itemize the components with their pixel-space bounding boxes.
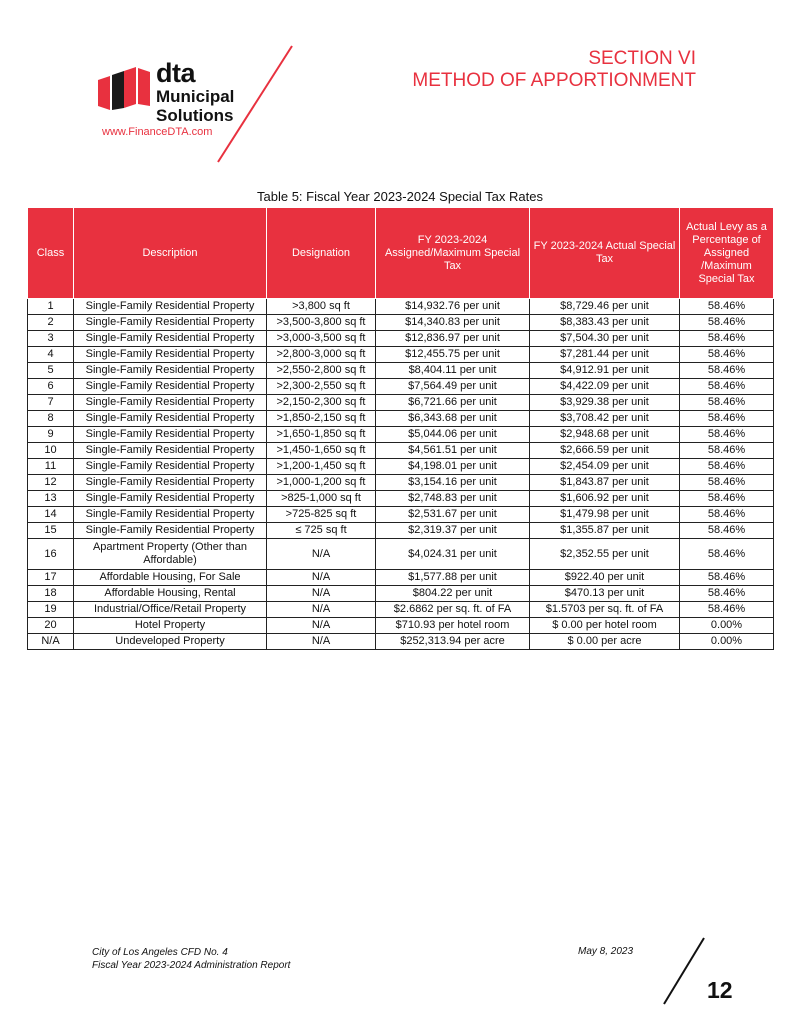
cell-description: Single-Family Residential Property xyxy=(74,315,267,331)
cell-class: 13 xyxy=(28,491,74,507)
table-row xyxy=(28,331,774,347)
cell-designation: >825-1,000 sq ft xyxy=(267,491,376,507)
cell-class: 2 xyxy=(28,315,74,331)
cell-levy-percentage: 58.46% xyxy=(680,491,774,507)
cell-actual-tax: $2,948.68 per unit xyxy=(530,427,680,443)
cell-assigned-max-tax: $4,198.01 per unit xyxy=(376,459,530,475)
cell-levy-percentage: 58.46% xyxy=(680,523,774,539)
table-title: Table 5: Fiscal Year 2023-2024 Special Tax Rates xyxy=(257,189,543,204)
table-row xyxy=(28,586,774,602)
table-row xyxy=(28,363,774,379)
cell-actual-tax: $7,281.44 per unit xyxy=(530,347,680,363)
column-header-assigned-max-tax: FY 2023-2024 Assigned/Maximum Special Tax xyxy=(376,208,530,299)
cell-actual-tax: $1.5703 per sq. ft. of FA xyxy=(530,602,680,618)
cell-actual-tax: $2,454.09 per unit xyxy=(530,459,680,475)
cell-description: Industrial/Office/Retail Property xyxy=(74,602,267,618)
cell-designation: N/A xyxy=(267,586,376,602)
cell-levy-percentage: 58.46% xyxy=(680,475,774,491)
table-row xyxy=(28,618,774,634)
table-row xyxy=(28,491,774,507)
table-row xyxy=(28,443,774,459)
table-row xyxy=(28,602,774,618)
cell-description: Single-Family Residential Property xyxy=(74,507,267,523)
decorative-slash-top xyxy=(210,40,310,170)
cell-levy-percentage: 58.46% xyxy=(680,347,774,363)
cell-levy-percentage: 0.00% xyxy=(680,618,774,634)
cell-description: Single-Family Residential Property xyxy=(74,331,267,347)
cell-designation: >2,550-2,800 sq ft xyxy=(267,363,376,379)
cell-actual-tax: $3,929.38 per unit xyxy=(530,395,680,411)
cell-designation: >2,800-3,000 sq ft xyxy=(267,347,376,363)
logo-line-1: Municipal xyxy=(156,87,235,106)
cell-description: Hotel Property xyxy=(74,618,267,634)
cell-actual-tax: $2,666.59 per unit xyxy=(530,443,680,459)
cell-description: Apartment Property (Other than Affordable) xyxy=(74,539,267,570)
cell-actual-tax: $1,355.87 per unit xyxy=(530,523,680,539)
cell-designation: N/A xyxy=(267,539,376,570)
cell-designation: >1,850-2,150 sq ft xyxy=(267,411,376,427)
cell-actual-tax: $ 0.00 per hotel room xyxy=(530,618,680,634)
cell-levy-percentage: 58.46% xyxy=(680,427,774,443)
table-row xyxy=(28,411,774,427)
cell-class: 12 xyxy=(28,475,74,491)
cell-designation: >3,500-3,800 sq ft xyxy=(267,315,376,331)
cell-assigned-max-tax: $6,721.66 per unit xyxy=(376,395,530,411)
column-header-levy-percentage: Actual Levy as a Percentage of Assigned /Maximum Special Tax xyxy=(680,208,774,299)
cell-description: Single-Family Residential Property xyxy=(74,475,267,491)
cell-designation: >1,000-1,200 sq ft xyxy=(267,475,376,491)
cell-class: 5 xyxy=(28,363,74,379)
cell-levy-percentage: 58.46% xyxy=(680,586,774,602)
table-row xyxy=(28,347,774,363)
table-row xyxy=(28,427,774,443)
cell-assigned-max-tax: $710.93 per hotel room xyxy=(376,618,530,634)
cell-levy-percentage: 58.46% xyxy=(680,299,774,315)
special-tax-rates-table xyxy=(27,207,773,650)
cell-designation: >2,150-2,300 sq ft xyxy=(267,395,376,411)
cell-designation: >725-825 sq ft xyxy=(267,507,376,523)
cell-assigned-max-tax: $2,531.67 per unit xyxy=(376,507,530,523)
cell-assigned-max-tax: $6,343.68 per unit xyxy=(376,411,530,427)
cell-levy-percentage: 58.46% xyxy=(680,411,774,427)
section-title: METHOD OF APPORTIONMENT xyxy=(412,70,696,91)
cell-assigned-max-tax: $8,404.11 per unit xyxy=(376,363,530,379)
footer-date: May 8, 2023 xyxy=(578,946,634,957)
cell-description: Single-Family Residential Property xyxy=(74,443,267,459)
table-row xyxy=(28,475,774,491)
footer-district: City of Los Angeles CFD No. 4 xyxy=(92,947,228,958)
cell-designation: >3,800 sq ft xyxy=(267,299,376,315)
column-header-description: Description xyxy=(74,208,267,299)
table-row xyxy=(28,315,774,331)
cell-class: 11 xyxy=(28,459,74,475)
cell-designation: N/A xyxy=(267,618,376,634)
cell-assigned-max-tax: $2.6862 per sq. ft. of FA xyxy=(376,602,530,618)
cell-actual-tax: $1,479.98 per unit xyxy=(530,507,680,523)
cell-levy-percentage: 58.46% xyxy=(680,315,774,331)
table-row xyxy=(28,570,774,586)
cell-class: 3 xyxy=(28,331,74,347)
cell-actual-tax: $4,912.91 per unit xyxy=(530,363,680,379)
cell-levy-percentage: 58.46% xyxy=(680,507,774,523)
cell-assigned-max-tax: $5,044.06 per unit xyxy=(376,427,530,443)
footer-report-title: Fiscal Year 2023-2024 Administration Report xyxy=(92,960,291,971)
cell-assigned-max-tax: $12,836.97 per unit xyxy=(376,331,530,347)
dta-logo-mark-icon xyxy=(96,66,154,112)
cell-levy-percentage: 58.46% xyxy=(680,459,774,475)
cell-designation: >2,300-2,550 sq ft xyxy=(267,379,376,395)
section-number: SECTION VI xyxy=(588,48,696,69)
cell-assigned-max-tax: $804.22 per unit xyxy=(376,586,530,602)
cell-actual-tax: $470.13 per unit xyxy=(530,586,680,602)
cell-description: Single-Family Residential Property xyxy=(74,363,267,379)
cell-description: Single-Family Residential Property xyxy=(74,523,267,539)
cell-description: Single-Family Residential Property xyxy=(74,347,267,363)
cell-class: 9 xyxy=(28,427,74,443)
cell-designation: >1,200-1,450 sq ft xyxy=(267,459,376,475)
cell-class: 17 xyxy=(28,570,74,586)
cell-actual-tax: $ 0.00 per acre xyxy=(530,634,680,650)
cell-class: 4 xyxy=(28,347,74,363)
cell-class: 14 xyxy=(28,507,74,523)
cell-description: Affordable Housing, Rental xyxy=(74,586,267,602)
cell-description: Single-Family Residential Property xyxy=(74,427,267,443)
cell-assigned-max-tax: $4,561.51 per unit xyxy=(376,443,530,459)
cell-assigned-max-tax: $7,564.49 per unit xyxy=(376,379,530,395)
cell-actual-tax: $8,729.46 per unit xyxy=(530,299,680,315)
cell-description: Undeveloped Property xyxy=(74,634,267,650)
cell-description: Single-Family Residential Property xyxy=(74,395,267,411)
cell-class: 10 xyxy=(28,443,74,459)
cell-actual-tax: $1,843.87 per unit xyxy=(530,475,680,491)
table-row xyxy=(28,634,774,650)
table-header-row xyxy=(28,208,774,299)
cell-class: 18 xyxy=(28,586,74,602)
table-row xyxy=(28,299,774,315)
cell-description: Single-Family Residential Property xyxy=(74,299,267,315)
cell-assigned-max-tax: $3,154.16 per unit xyxy=(376,475,530,491)
cell-assigned-max-tax: $12,455.75 per unit xyxy=(376,347,530,363)
section-heading xyxy=(412,48,696,92)
table-row xyxy=(28,459,774,475)
column-header-designation: Designation xyxy=(267,208,376,299)
cell-designation: >1,450-1,650 sq ft xyxy=(267,443,376,459)
cell-description: Single-Family Residential Property xyxy=(74,459,267,475)
cell-assigned-max-tax: $252,313.94 per acre xyxy=(376,634,530,650)
cell-designation: >1,650-1,850 sq ft xyxy=(267,427,376,443)
cell-levy-percentage: 0.00% xyxy=(680,634,774,650)
cell-actual-tax: $1,606.92 per unit xyxy=(530,491,680,507)
cell-designation: N/A xyxy=(267,634,376,650)
cell-actual-tax: $922.40 per unit xyxy=(530,570,680,586)
cell-actual-tax: $4,422.09 per unit xyxy=(530,379,680,395)
cell-actual-tax: $3,708.42 per unit xyxy=(530,411,680,427)
cell-levy-percentage: 58.46% xyxy=(680,363,774,379)
table-row xyxy=(28,539,774,570)
website-link[interactable]: www.FinanceDTA.com xyxy=(102,126,213,138)
column-header-actual-tax: FY 2023-2024 Actual Special Tax xyxy=(530,208,680,299)
cell-class: 1 xyxy=(28,299,74,315)
table-body xyxy=(28,299,774,650)
cell-levy-percentage: 58.46% xyxy=(680,379,774,395)
cell-class: 16 xyxy=(28,539,74,570)
cell-assigned-max-tax: $14,932.76 per unit xyxy=(376,299,530,315)
column-header-class: Class xyxy=(28,208,74,299)
cell-class: 20 xyxy=(28,618,74,634)
cell-assigned-max-tax: $2,748.83 per unit xyxy=(376,491,530,507)
table-row xyxy=(28,507,774,523)
table-row xyxy=(28,395,774,411)
cell-designation: N/A xyxy=(267,570,376,586)
cell-class: 8 xyxy=(28,411,74,427)
cell-class: 7 xyxy=(28,395,74,411)
cell-class: 19 xyxy=(28,602,74,618)
cell-actual-tax: $2,352.55 per unit xyxy=(530,539,680,570)
logo-brand: dta xyxy=(156,58,195,88)
cell-description: Single-Family Residential Property xyxy=(74,379,267,395)
cell-assigned-max-tax: $4,024.31 per unit xyxy=(376,539,530,570)
cell-levy-percentage: 58.46% xyxy=(680,395,774,411)
cell-levy-percentage: 58.46% xyxy=(680,539,774,570)
cell-designation: >3,000-3,500 sq ft xyxy=(267,331,376,347)
decorative-slash-bottom xyxy=(660,936,710,1006)
cell-designation: N/A xyxy=(267,602,376,618)
table-row xyxy=(28,379,774,395)
cell-description: Single-Family Residential Property xyxy=(74,411,267,427)
cell-levy-percentage: 58.46% xyxy=(680,443,774,459)
cell-levy-percentage: 58.46% xyxy=(680,570,774,586)
footer-report-info xyxy=(92,946,290,972)
table-row xyxy=(28,523,774,539)
cell-class: 6 xyxy=(28,379,74,395)
cell-levy-percentage: 58.46% xyxy=(680,602,774,618)
cell-designation: ≤ 725 sq ft xyxy=(267,523,376,539)
cell-assigned-max-tax: $1,577.88 per unit xyxy=(376,570,530,586)
cell-description: Single-Family Residential Property xyxy=(74,491,267,507)
cell-description: Affordable Housing, For Sale xyxy=(74,570,267,586)
cell-assigned-max-tax: $2,319.37 per unit xyxy=(376,523,530,539)
cell-assigned-max-tax: $14,340.83 per unit xyxy=(376,315,530,331)
logo-line-2: Solutions xyxy=(156,106,234,125)
cell-class: 15 xyxy=(28,523,74,539)
cell-class: N/A xyxy=(28,634,74,650)
cell-levy-percentage: 58.46% xyxy=(680,331,774,347)
page-number: 12 xyxy=(707,977,733,1003)
cell-actual-tax: $7,504.30 per unit xyxy=(530,331,680,347)
cell-actual-tax: $8,383.43 per unit xyxy=(530,315,680,331)
